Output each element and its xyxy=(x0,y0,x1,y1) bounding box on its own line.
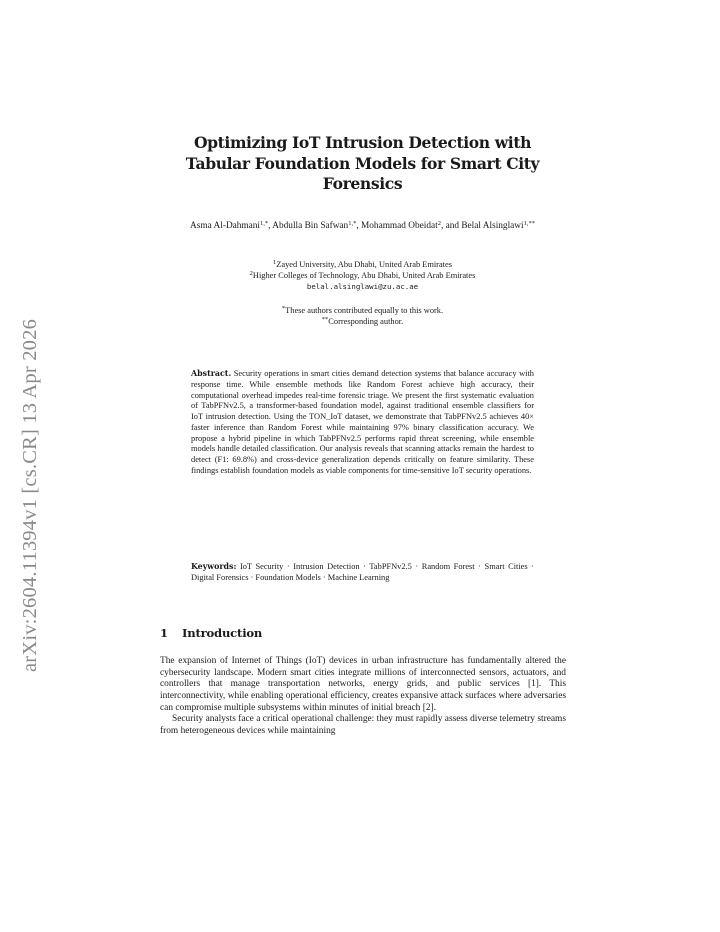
note-text: These authors contributed equally to this work. xyxy=(285,306,444,315)
author-name: Asma Al-Dahmani xyxy=(190,221,261,231)
author-marks: 1,* xyxy=(348,220,357,227)
affiliation xyxy=(160,259,565,270)
paragraph: The expansion of Internet of Things (IoT) devices in urban infrastructure has fundamentally altered the cybersecurity landscape. Modern smart cities integrate millions of interconnected sensors, actuators, and controllers that manage transportation networks, energy grids, and public services [1]. This interconnectivity, while enabling operational efficiency, creates expansive attack surfaces where adversaries can compromise multiple subsystems within minutes of initial breach [2]. xyxy=(160,656,566,713)
affiliation-mark: 1 xyxy=(272,259,277,266)
abstract xyxy=(191,369,534,477)
author-marks: 2 xyxy=(437,220,441,227)
author-name: Abdulla Bin Safwan xyxy=(272,221,349,231)
affiliation-text: Higher Colleges of Technology, Abu Dhabi, United Arab Emirates xyxy=(252,271,476,280)
author-notes xyxy=(160,305,565,327)
author-name: Belal Alsinglawi xyxy=(461,221,524,231)
author-marks: 1,** xyxy=(523,220,535,227)
abstract-label: Abstract. xyxy=(191,369,232,378)
keywords-label: Keywords: xyxy=(191,562,237,571)
affiliation xyxy=(160,270,565,281)
section-number: 1 xyxy=(160,626,168,640)
note xyxy=(160,305,565,316)
author-marks: 1,* xyxy=(260,220,269,227)
paper-title: Optimizing IoT Intrusion Detection with Tabular Foundation Models for Smart City Forensics xyxy=(185,133,540,193)
author-name: Mohammad Obeidat xyxy=(361,221,438,231)
abstract-text: Security operations in smart cities demand detection systems that balance accuracy with response time. While ensemble methods like Random Forest achieve high accuracy, their computational overhead impedes real-time forensic triage. We present the first systematic evaluation of TabPFNv2.5, a transformer-based foundation model, against traditional ensemble classifiers for IoT intrusion detection. Using the TON_IoT dataset, we demonstrate that TabPFNv2.5 achieves 40× faster inference than Random Forest while maintaining 97% binary classification accuracy. We propose a hybrid pipeline in which TabPFNv2.5 performs rapid threat screening, while ensemble models handle detailed classification. Our analysis reveals that scanning attacks remain the hardest to detect (F1: 69.8%) and cross-device generalization depends critically on feature similarity. These findings establish foundation models as viable components for time-sensitive IoT security operations. xyxy=(191,369,534,475)
section-title: Introduction xyxy=(182,626,263,640)
paragraph: Security analysts face a critical operational challenge: they must rapidly assess diverse telemetry streams from heterogeneous devices while maintaining xyxy=(160,714,566,736)
author-list: Asma Al-Dahmani$^{1,*}$, Abdulla Bin Safwan$^{1,*}$, Mohammad Obeidat$^2$, and Belal Alsinglawi$^{1,**}$ xyxy=(190,220,535,231)
keywords-text: IoT Security · Intrusion Detection · TabPFNv2.5 · Random Forest · Smart Cities · Digital Forensics · Foundation Models · Machine Learning xyxy=(191,562,534,582)
arxiv-identifier[interactable]: arXiv:2604.11394v1 [cs.CR] 13 Apr 2026 xyxy=(19,318,41,672)
note-mark: * xyxy=(281,305,286,312)
section-heading xyxy=(160,626,262,640)
note-mark: ** xyxy=(321,316,329,323)
keywords xyxy=(191,562,534,584)
affiliation-mark: 2 xyxy=(249,270,253,277)
contact-email[interactable]: belal.alsinglawi@zu.ac.ae xyxy=(306,282,419,291)
section-body xyxy=(160,656,566,738)
note xyxy=(160,316,565,327)
note-text: Corresponding author. xyxy=(328,317,404,326)
affiliations xyxy=(160,259,565,292)
affiliation-text: Zayed University, Abu Dhabi, United Arab Emirates xyxy=(276,260,452,269)
